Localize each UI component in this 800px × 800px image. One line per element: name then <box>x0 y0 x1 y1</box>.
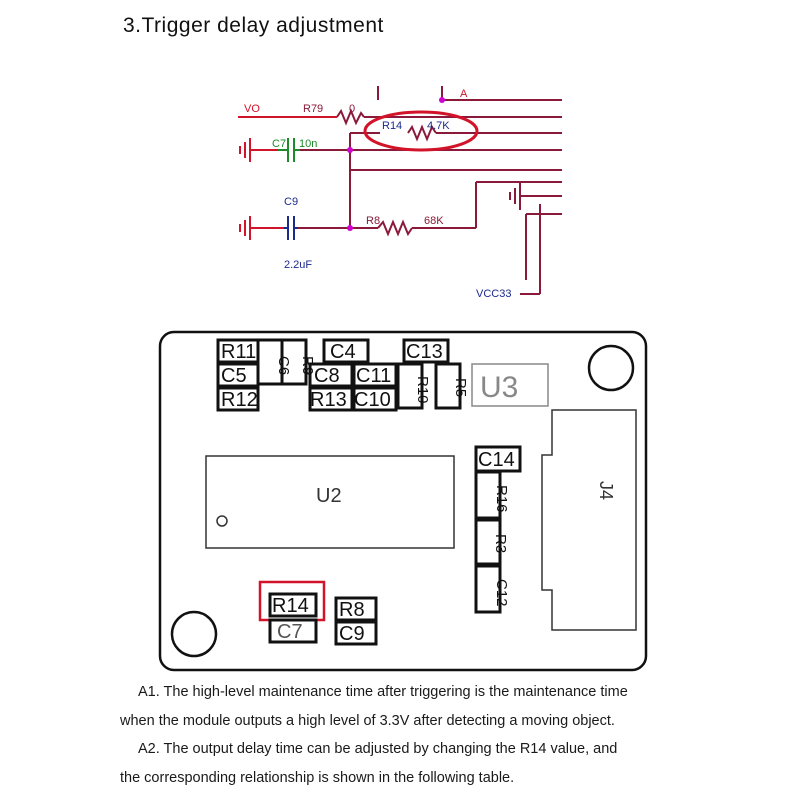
vo-label: VO <box>244 103 260 115</box>
r5-label: R5 <box>452 378 469 398</box>
c8-label: C8 <box>314 365 340 387</box>
vcc-label: VCC33 <box>476 288 512 300</box>
c13-label: C13 <box>406 341 443 363</box>
r12-label: R12 <box>221 389 258 411</box>
page-title: 3.Trigger delay adjustment <box>123 14 384 37</box>
r79-value: 0 <box>349 103 356 115</box>
u2-label: U2 <box>316 485 342 507</box>
r9-label: R9 <box>299 356 316 376</box>
c9-board-label: C9 <box>339 623 365 645</box>
note-a2-line2: the corresponding relationship is shown in the following table. <box>120 770 515 786</box>
c9-value: 2.2uF <box>284 259 313 271</box>
note-a1-line2: when the module outputs a high level of 3.3V after detecting a moving object. <box>120 713 615 729</box>
note-a2-line1: A2. The output delay time can be adjusted by changing the R14 value, and <box>138 741 618 757</box>
r14-label: R14 <box>382 120 403 132</box>
c7-label: C7 <box>272 138 287 150</box>
r8-label: R8 <box>366 215 381 227</box>
r11-label: R11 <box>221 341 257 363</box>
c9-label: C9 <box>284 196 299 208</box>
j4-label: J4 <box>596 481 616 501</box>
r16-label: R16 <box>493 485 510 513</box>
c5-label: C5 <box>221 365 247 387</box>
c7-value: 10n <box>299 138 318 150</box>
c11-label: C11 <box>356 365 392 387</box>
r13-label: R13 <box>310 389 347 411</box>
r14-board-label: R14 <box>272 595 309 617</box>
c7-board-label: C7 <box>277 621 303 643</box>
c12-label: C12 <box>493 579 510 607</box>
c4-label: C4 <box>330 341 356 363</box>
r8-value: 68K <box>424 215 444 227</box>
c6-label: C6 <box>275 356 292 376</box>
r79-label: R79 <box>303 103 324 115</box>
u3-label: U3 <box>480 371 519 404</box>
r8-board-label: R8 <box>339 599 365 621</box>
r14-value: 4.7K <box>427 120 450 132</box>
r3-label: R3 <box>492 534 509 554</box>
c14-label: C14 <box>478 449 515 471</box>
note-a1-line1: A1. The high-level maintenance time after triggering is the maintenance time <box>138 684 628 700</box>
r10-label: R10 <box>414 376 431 404</box>
node-a-label: A <box>460 88 468 100</box>
c10-label: C10 <box>354 389 391 411</box>
